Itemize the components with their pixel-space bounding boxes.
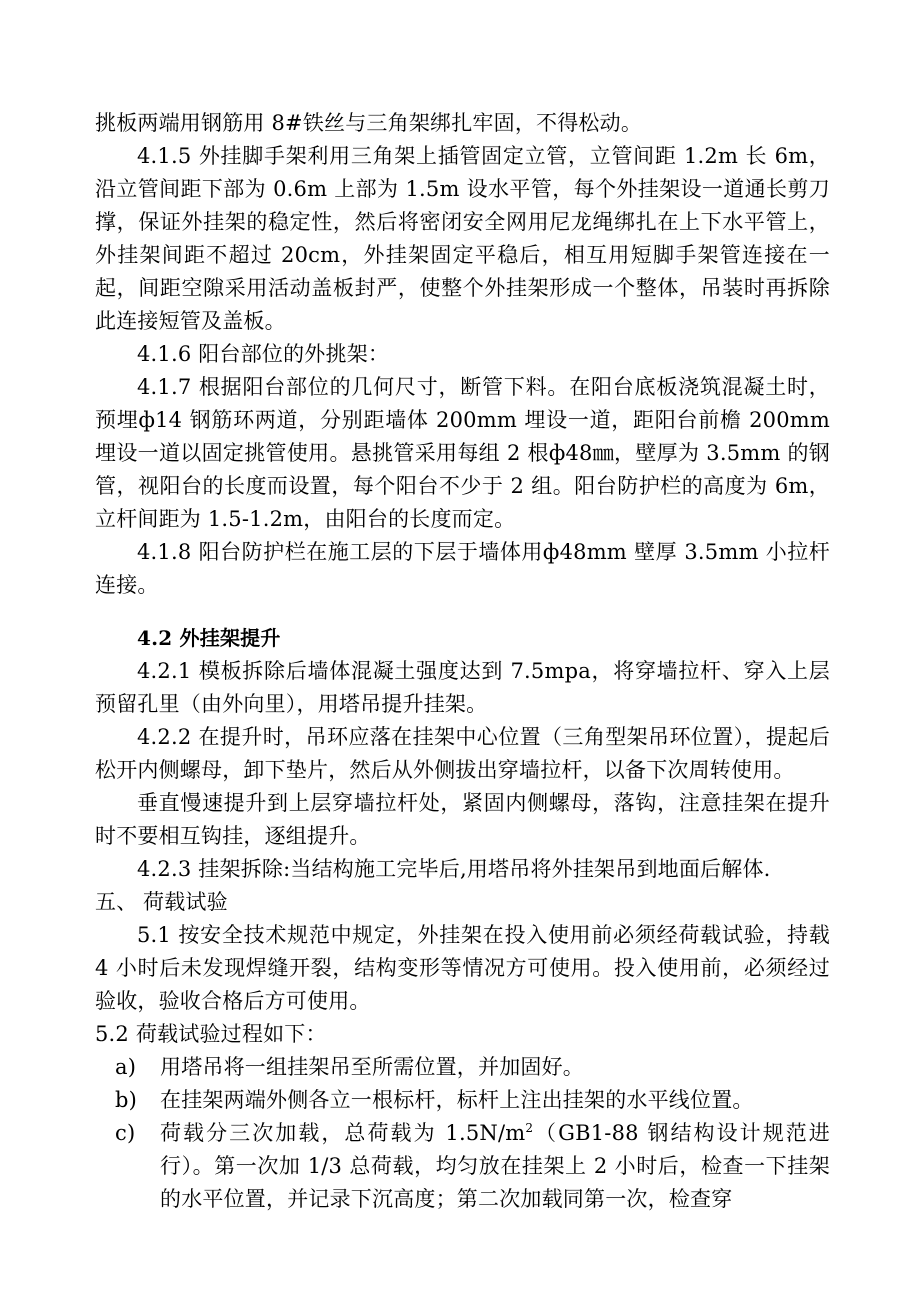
paragraph-4-1-7: 4.1.7 根据阳台部位的几何尺寸，断管下料。在阳台底板浇筑混凝土时，预埋ф14 钢筋环两道，分别距墙体 200mm 埋设一道，距阳台前檐 200mm 埋设一道以固定挑管使用。悬挑管采用每组 2 根ф48㎜，壁厚为 3.5mm 的钢管，视阳台的长度而设置，每个阳台不少于 2 组。阳台防护栏的高度为 6m，立杆间距为 1.5-1.2m，由阳台的长度而定。 xyxy=(95,375,830,531)
list-item-c xyxy=(95,1117,830,1216)
superscript-squared: 2 xyxy=(525,1121,534,1135)
list-marker-c: c) xyxy=(115,1121,136,1145)
paragraph-4-1-6: 4.1.6 阳台部位的外挑架： xyxy=(137,342,390,366)
paragraph-plank-binding: 挑板两端用钢筋用 8#铁丝与三角架绑扎牢固，不得松动。 xyxy=(95,111,643,135)
list-text-c xyxy=(160,1117,830,1216)
section-5-title xyxy=(95,886,830,919)
list-text-c-part2: （GB1-88 钢结构设计规范进行）。第一次加 1/3 总荷载，均匀放在挂架上 2 小时后，检查一下挂架的水平位置，并记录下沉高度；第二次加载同第一次，检查穿 xyxy=(160,1121,831,1211)
paragraph-4-2-1: 4.2.1 模板拆除后墙体混凝土强度达到 7.5mpa，将穿墙拉杆、穿入上层预留孔里（由外向里），用塔吊提升挂架。 xyxy=(95,659,830,716)
heading-4-2: 4.2 外挂架提升 xyxy=(137,626,281,650)
paragraph-4-2-2: 4.2.2 在提升时，吊环应落在挂架中心位置（三角型架吊环位置），提起后松开内侧螺母，卸下垫片，然后从外侧拔出穿墙拉杆，以备下次周转使用。 xyxy=(95,725,830,782)
list-marker-a: a) xyxy=(115,1055,137,1079)
list-item-a xyxy=(95,1051,830,1084)
list-item-b xyxy=(95,1084,830,1117)
list-text-c-part1: 荷载分三次加载，总荷载为 1.5N/m xyxy=(160,1121,526,1145)
paragraph-5-2: 5.2 荷载试验过程如下： xyxy=(95,1022,327,1046)
list-text-b: 在挂架两端外侧各立一根标杆，标杆上注出挂架的水平线位置。 xyxy=(160,1088,754,1112)
load-test-steps-list xyxy=(95,1051,830,1216)
paragraph-4-2-3: 4.2.3 挂架拆除:当结构施工完毕后,用塔吊将外挂架吊到地面后解体. xyxy=(137,857,771,881)
section-spacer xyxy=(95,602,830,622)
paragraph-5-1: 5.1 按安全技术规范中规定，外挂架在投入使用前必须经荷载试验，持载 4 小时后未发现焊缝开裂，结构变形等情况方可使用。投入使用前，必须经过验收，验收合格后方可使用。 xyxy=(95,923,830,1013)
document-page xyxy=(95,107,830,1216)
paragraph-lift-procedure: 垂直慢速提升到上层穿墙拉杆处，紧固内侧螺母，落钩，注意挂架在提升时不要相互钩挂，逐组提升。 xyxy=(95,791,830,848)
paragraph-4-1-8: 4.1.8 阳台防护栏在施工层的下层于墙体用ф48mm 壁厚 3.5mm 小拉杆连接。 xyxy=(95,540,830,597)
section-5-label: 荷载试验 xyxy=(143,890,228,914)
section-5-number: 五、 xyxy=(95,890,138,914)
list-marker-b: b) xyxy=(115,1088,138,1112)
list-text-a: 用塔吊将一组挂架吊至所需位置，并加固好。 xyxy=(160,1055,584,1079)
paragraph-4-1-5: 4.1.5 外挂脚手架利用三角架上插管固定立管，立管间距 1.2m 长 6m，沿立管间距下部为 0.6m 上部为 1.5m 设水平管，每个外挂架设一道通长剪刀撑，保证外挂架的稳定性，然后将密闭安全网用尼龙绳绑扎在上下水平管上，外挂架间距不超过 20cm，外挂架固定平稳后，相互用短脚手架管连接在一起，间距空隙采用活动盖板封严，使整个外挂架形成一个整体，吊装时再拆除此连接短管及盖板。 xyxy=(95,144,830,333)
